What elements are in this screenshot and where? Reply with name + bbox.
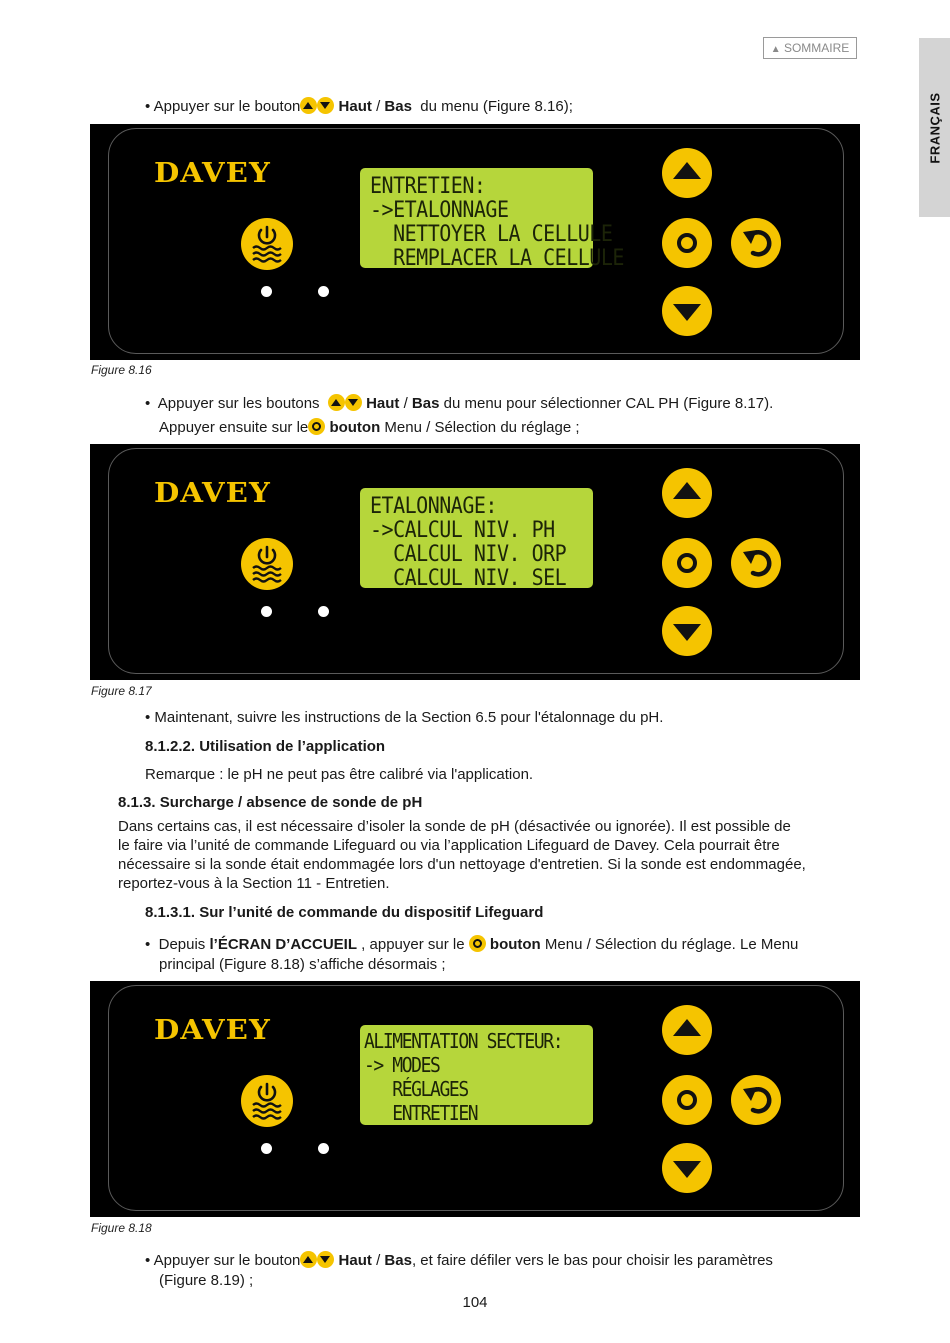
lcd-screen (360, 488, 593, 591)
up-button-icon (328, 394, 345, 411)
status-led (261, 286, 272, 297)
paragraph-line: Dans certains cas, il est nécessaire d’isoler la sonde de pH (désactivée ou ignorée). Il est possible de (118, 818, 791, 835)
step-2-line-2: Appuyer ensuite sur le bouton Menu / Sélection du réglage ; (159, 419, 580, 436)
up-arrow-button (662, 148, 712, 198)
back-button (731, 218, 781, 268)
select-button (662, 218, 712, 268)
figure-caption: Figure 8.17 (91, 684, 152, 698)
power-button (241, 538, 293, 590)
lcd-line: ->CALCUL NIV. PH (370, 515, 555, 543)
back-button (731, 1075, 781, 1125)
select-button-icon (308, 418, 325, 435)
language-tab[interactable] (919, 38, 950, 217)
step-depuis-line-2: principal (Figure 8.18) s’affiche désormais ; (159, 956, 446, 973)
back-arrow-icon (731, 538, 781, 588)
figure-caption: Figure 8.18 (91, 1221, 152, 1235)
up-arrow-button (662, 468, 712, 518)
section-heading: 8.1.3.1. Sur l’unité de commande du dispositif Lifeguard (145, 904, 544, 921)
lcd-line: ETALONNAGE: (370, 491, 497, 519)
figure-caption: Figure 8.16 (91, 363, 152, 377)
down-arrow-button (662, 1143, 712, 1193)
step-3: • Maintenant, suivre les instructions de la Section 6.5 pour l'étalonnage du pH. (145, 709, 664, 726)
power-button (241, 218, 293, 270)
back-arrow-icon (731, 218, 781, 268)
lcd-line: ENTRETIEN: (370, 171, 486, 199)
language-tab-label: FRANÇAIS (927, 91, 942, 164)
step-1: • Appuyer sur le bouton Haut / Bas du menu (Figure 8.16); (145, 98, 573, 115)
down-arrow-button (662, 606, 712, 656)
lcd-line: CALCUL NIV. SEL (370, 563, 567, 591)
lcd-line: ENTRETIEN (364, 1102, 478, 1126)
down-button-icon (345, 394, 362, 411)
sommaire-label: SOMMAIRE (783, 41, 850, 55)
up-arrow-button (662, 1005, 712, 1055)
lcd-line: REMPLACER LA CELLULE (370, 243, 624, 271)
back-arrow-icon (731, 1075, 781, 1125)
sommaire-button[interactable] (763, 37, 857, 59)
status-led (318, 1143, 329, 1154)
select-button-icon (469, 935, 486, 952)
control-panel-figure-8-17 (90, 444, 860, 680)
select-button (662, 538, 712, 588)
power-wave-icon (241, 1075, 293, 1127)
step-2: • Appuyer sur les boutons Haut / Bas du menu pour sélectionner CAL PH (Figure 8.17). (145, 395, 774, 412)
paragraph-line: le faire via l’unité de commande Lifeguard ou via l’application Lifeguard de Davey. Cela pourrait être (118, 837, 780, 854)
down-button-icon (317, 97, 334, 114)
down-arrow-button (662, 286, 712, 336)
note-text: Remarque : le pH ne peut pas être calibré via l'application. (145, 766, 534, 783)
step-4-line-2: (Figure 8.19) ; (159, 1272, 254, 1289)
section-heading: 8.1.3. Surcharge / absence de sonde de pH (118, 794, 423, 811)
lcd-line: -> MODES (364, 1054, 440, 1078)
select-button (662, 1075, 712, 1125)
status-led (261, 1143, 272, 1154)
lcd-screen (360, 168, 624, 271)
davey-logo: DAVEY (154, 1015, 271, 1046)
step-4: • Appuyer sur le bouton Haut / Bas, et faire défiler vers le bas pour choisir les paramètres (145, 1252, 773, 1269)
lcd-line: CALCUL NIV. ORP (370, 539, 567, 567)
control-panel-figure-8-18 (90, 981, 860, 1217)
status-led (318, 286, 329, 297)
up-button-icon (300, 1251, 317, 1268)
power-button (241, 1075, 293, 1127)
back-button (731, 538, 781, 588)
up-button-icon (300, 97, 317, 114)
lcd-line: RÉGLAGES (364, 1078, 468, 1102)
davey-logo: DAVEY (154, 478, 271, 509)
lcd-line: ->ETALONNAGE (370, 195, 509, 223)
down-button-icon (317, 1251, 334, 1268)
page-number: 104 (462, 1294, 488, 1311)
lcd-line: NETTOYER LA CELLULE (370, 219, 613, 247)
status-led (318, 606, 329, 617)
control-panel-figure-8-16 (90, 124, 860, 360)
step-depuis: • Depuis l’ÉCRAN D’ACCUEIL , appuyer sur le bouton Menu / Sélection du réglage. Le Menu (145, 936, 799, 953)
paragraph-line: reportez-vous à la Section 11 - Entretien. (118, 875, 390, 892)
paragraph-line: nécessaire si la sonde était endommagée lors d'un nettoyage d'entretien. Si la sonde est endommagée, (118, 856, 806, 873)
lcd-screen (360, 1025, 593, 1125)
status-led (261, 606, 272, 617)
power-wave-icon (241, 218, 293, 270)
section-heading: 8.1.2.2. Utilisation de l’application (145, 738, 386, 755)
triangle-up-icon: ▲ (770, 44, 781, 55)
lcd-line: ALIMENTATION SECTEUR: (364, 1030, 563, 1054)
power-wave-icon (241, 538, 293, 590)
davey-logo: DAVEY (154, 158, 271, 189)
